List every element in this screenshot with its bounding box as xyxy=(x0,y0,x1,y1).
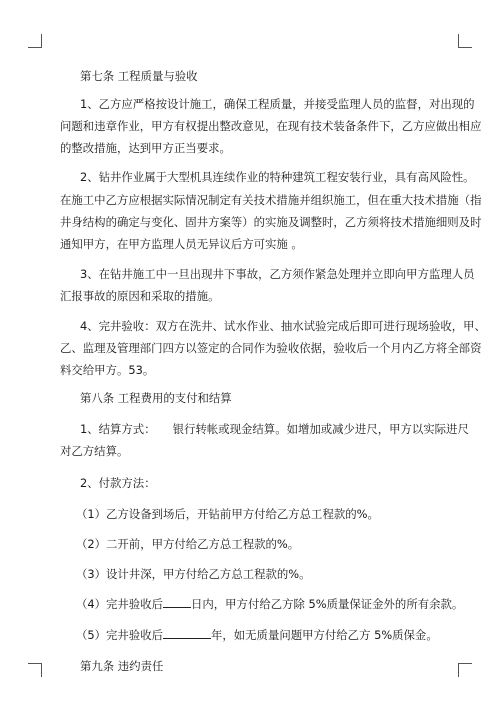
paragraph-text: 1、乙方应严格按设计施工，确保工程质量，并接受监理人员的监督，对出现的 xyxy=(80,97,475,111)
article-7-heading: 第七条 工程质量与验收 xyxy=(80,69,198,83)
paragraph-text: 汇报事故的原因和采取的措施。 xyxy=(60,289,220,303)
crop-mark-top-left xyxy=(28,34,42,48)
paragraph-text: 问题和违章作业，甲方有权提出整改意见，在现有技术装备条件下，乙方应做出相应 xyxy=(60,119,482,133)
crop-mark-bottom-right xyxy=(458,663,472,677)
payment-item xyxy=(76,596,464,612)
crop-mark-top-right xyxy=(458,34,472,48)
crop-mark-bottom-left xyxy=(28,663,42,677)
fill-in-blank xyxy=(163,627,211,639)
paragraph-text: 在施工中乙方应根据实际情况制定有关技术措施并组织施工，但在重大技术措施（指 xyxy=(60,193,482,207)
payment-item xyxy=(76,627,440,643)
paragraph-text: 对乙方结算。 xyxy=(60,444,129,458)
paragraph-text: 料交给甲方。53。 xyxy=(60,363,155,377)
paragraph-text: 井身结构的确定与变化、固井方案等）的实施及调整时，乙方须将技术措施细则及时 xyxy=(60,215,482,229)
paragraph-text: 通知甲方，在甲方监理人员无异议后方可实施 。 xyxy=(60,237,303,251)
payment-item-text: （5）完井验收后 xyxy=(76,628,163,642)
payment-item-text: 年，如无质量问题甲方付给乙方 5%质保金。 xyxy=(210,628,438,642)
paragraph-text: 1、结算方式： 银行转帐或现金结算。如增加或减少进尺，甲方以实际进尺 xyxy=(80,422,469,436)
article-8-heading: 第八条 工程费用的支付和结算 xyxy=(80,391,232,405)
paragraph-text: 2、钻井作业属于大型机具连续作业的特种建筑工程安装行业，具有高风险性。 xyxy=(80,170,475,184)
paragraph-text: 的整改措施，达到甲方正当要求。 xyxy=(60,141,231,155)
article-9-heading: 第九条 违约责任 xyxy=(80,659,164,673)
payment-item: （3）设计井深，甲方付给乙方总工程款的%。 xyxy=(76,567,311,581)
paragraph-text: 4、完井验收：双方在洗井、试水作业、抽水试验完成后即可进行现场验收，甲、 xyxy=(80,319,486,333)
payment-item: （2）二开前，甲方付给乙方总工程款的%。 xyxy=(76,537,300,551)
payment-method-title: 2、付款方法： xyxy=(80,476,156,490)
payment-item-text: （4）完井验收后 xyxy=(76,597,163,611)
payment-item-text: 日内，甲方付给乙方除 5%质量保证金外的所有余款。 xyxy=(190,597,464,611)
payment-item: （1）乙方设备到场后，开钻前甲方付给乙方总工程款的%。 xyxy=(76,507,379,521)
fill-in-blank xyxy=(163,596,191,608)
paragraph-text: 3、在钻井施工中一旦出现井下事故，乙方须作紧急处理并立即向甲方监理人员 xyxy=(80,267,475,281)
paragraph-text: 乙、监理及管理部门四方以签定的合同作为验收依据，验收后一个月内乙方将全部资 xyxy=(60,341,482,355)
